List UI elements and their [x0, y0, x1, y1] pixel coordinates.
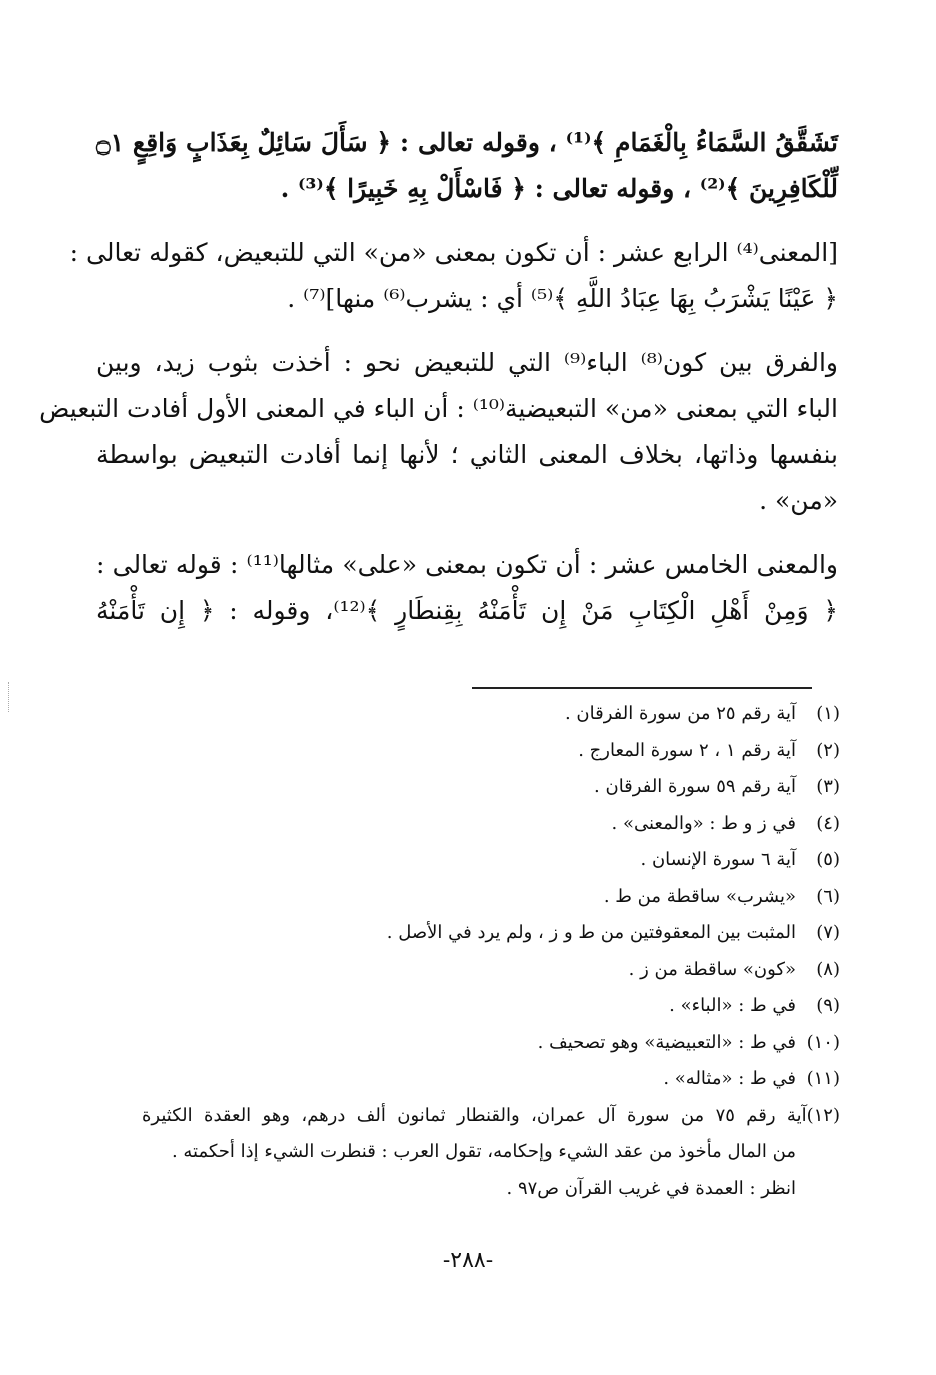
- footnote-text: آية رقم ٥٩ سورة الفرقان .: [594, 776, 796, 797]
- text-line: ﴿ عَيْنًا يَشْرَبُ بِهَا عِبَادُ اللَّهِ ﴾⁽⁵⁾ أي : يشرب⁽⁶⁾ منها]⁽⁷⁾ .: [287, 284, 838, 313]
- footnote: [98, 1025, 840, 1062]
- footnote-number: (١): [816, 703, 840, 724]
- footnote-number: (٥): [816, 849, 840, 870]
- text-line: لِّلْكَافِرِينَ ﴾⁽²⁾ ، وقوله تعالى : ﴿ فَاسْأَلْ بِهِ خَبِيرًا ﴾⁽³⁾ .: [280, 174, 838, 203]
- text-line: [المعنى⁽⁴⁾ الرابع عشر : أن تكون بمعنى «من» التي للتبعيض، كقوله تعالى :: [69, 238, 838, 267]
- text-line: ﴿ وَمِنْ أَهْلِ الْكِتَابِ مَنْ إِن تَأْمَنْهُ بِقِنطَارٍ ﴾⁽¹²⁾، وقوله : ﴿ إِن تَأْمَنْهُ: [96, 596, 838, 625]
- footnote: [98, 733, 840, 770]
- footnote-number: (٨): [816, 958, 840, 980]
- footnote-text: آية رقم ١ ، ٢ سورة المعارج .: [578, 739, 796, 761]
- footnote: [98, 769, 840, 806]
- footnote-number: (٦): [816, 885, 840, 907]
- footnote: [98, 879, 840, 916]
- footnote-number: (٤): [816, 812, 840, 834]
- footnote: [98, 952, 840, 989]
- text-line: بنفسها وذاتها، بخلاف المعنى الثاني ؛ لأنها إنما أفادت التبعيض بواسطة: [96, 440, 838, 469]
- footnote: [98, 696, 840, 733]
- footnote: [98, 1098, 840, 1208]
- footnote-text: في ط : «التعبيضية» وهو تصحيف .: [537, 1031, 796, 1053]
- paragraph-1: [96, 120, 838, 212]
- footnote: [98, 1061, 840, 1098]
- footnote-body: [142, 1098, 840, 1208]
- footnote-number: (٧): [816, 922, 840, 943]
- footnote: [98, 988, 840, 1025]
- paragraph-4: [96, 542, 838, 634]
- footnote: [98, 842, 840, 879]
- footnote-text: آية رقم ٧٥ من سورة آل عمران، والقنطار ثمانون ألف درهم، وهو العقدة الكثيرة: [142, 1104, 807, 1126]
- footnote-text: آية ٦ سورة الإنسان .: [640, 849, 796, 870]
- footnote-continuation: انظر : العمدة في غريب القرآن ص٩٧ .: [506, 1177, 796, 1199]
- footnote-separator: [472, 687, 812, 689]
- footnote-number: (١١): [806, 1068, 840, 1089]
- footnote-number: (١٠): [806, 1031, 840, 1053]
- footnotes: [98, 696, 840, 1207]
- footnote-number: (١٢): [806, 1104, 841, 1126]
- scan-edge-mark: [8, 682, 15, 712]
- footnote-text: في ز و ط : «والمعنى» .: [611, 812, 796, 834]
- footnote-continuation: من المال مأخوذ من عقد الشيء وإحكامه، تقول العرب : قنطرت الشيء إذا أحكمته .: [171, 1141, 796, 1162]
- page-number: -٢٨٨-: [442, 1248, 494, 1273]
- footnote-text: في ط : «مثاله» .: [663, 1068, 796, 1089]
- text-line: «من» .: [759, 486, 838, 515]
- footnote-text: «كون» ساقطة من ز .: [628, 958, 796, 980]
- text-line: والفرق بين كون⁽⁸⁾ الباء⁽⁹⁾ التي للتبعيض نحو : أخذت بثوب زيد، وبين: [96, 348, 838, 377]
- paragraph-2: [69, 230, 838, 322]
- footnote: [98, 806, 840, 843]
- footnote-number: (٢): [816, 739, 840, 761]
- footnote-first-line: [142, 1098, 840, 1135]
- footnote-number: (٩): [816, 995, 840, 1016]
- text-line: تَشَقَّقُ السَّمَاءُ بِالْغَمَامِ ﴾⁽¹⁾ ، وقوله تعالى : ﴿ سَأَلَ سَائِلٌ بِعَذَابٍ وَاقِعٍ ۝١: [96, 128, 838, 157]
- paragraph-3: [39, 340, 838, 524]
- main-text: [39, 120, 838, 652]
- footnote-text: آية رقم ٢٥ من سورة الفرقان .: [564, 703, 796, 724]
- footnote-number: (٣): [816, 776, 840, 797]
- footnote-text: في ط : «الباء» .: [669, 995, 796, 1016]
- text-line: الباء التي بمعنى «من» التبعيضية⁽¹⁰⁾ : أن الباء في المعنى الأول أفادت التبعيض: [39, 394, 838, 423]
- footnote: [98, 915, 840, 952]
- text-line: والمعنى الخامس عشر : أن تكون بمعنى «على» مثالها⁽¹¹⁾ : قوله تعالى :: [96, 550, 838, 579]
- footnote-text: «يشرب» ساقطة من ط .: [603, 885, 796, 907]
- footnote-text: المثبت بين المعقوفتين من ط و ز ، ولم يرد في الأصل .: [386, 922, 796, 943]
